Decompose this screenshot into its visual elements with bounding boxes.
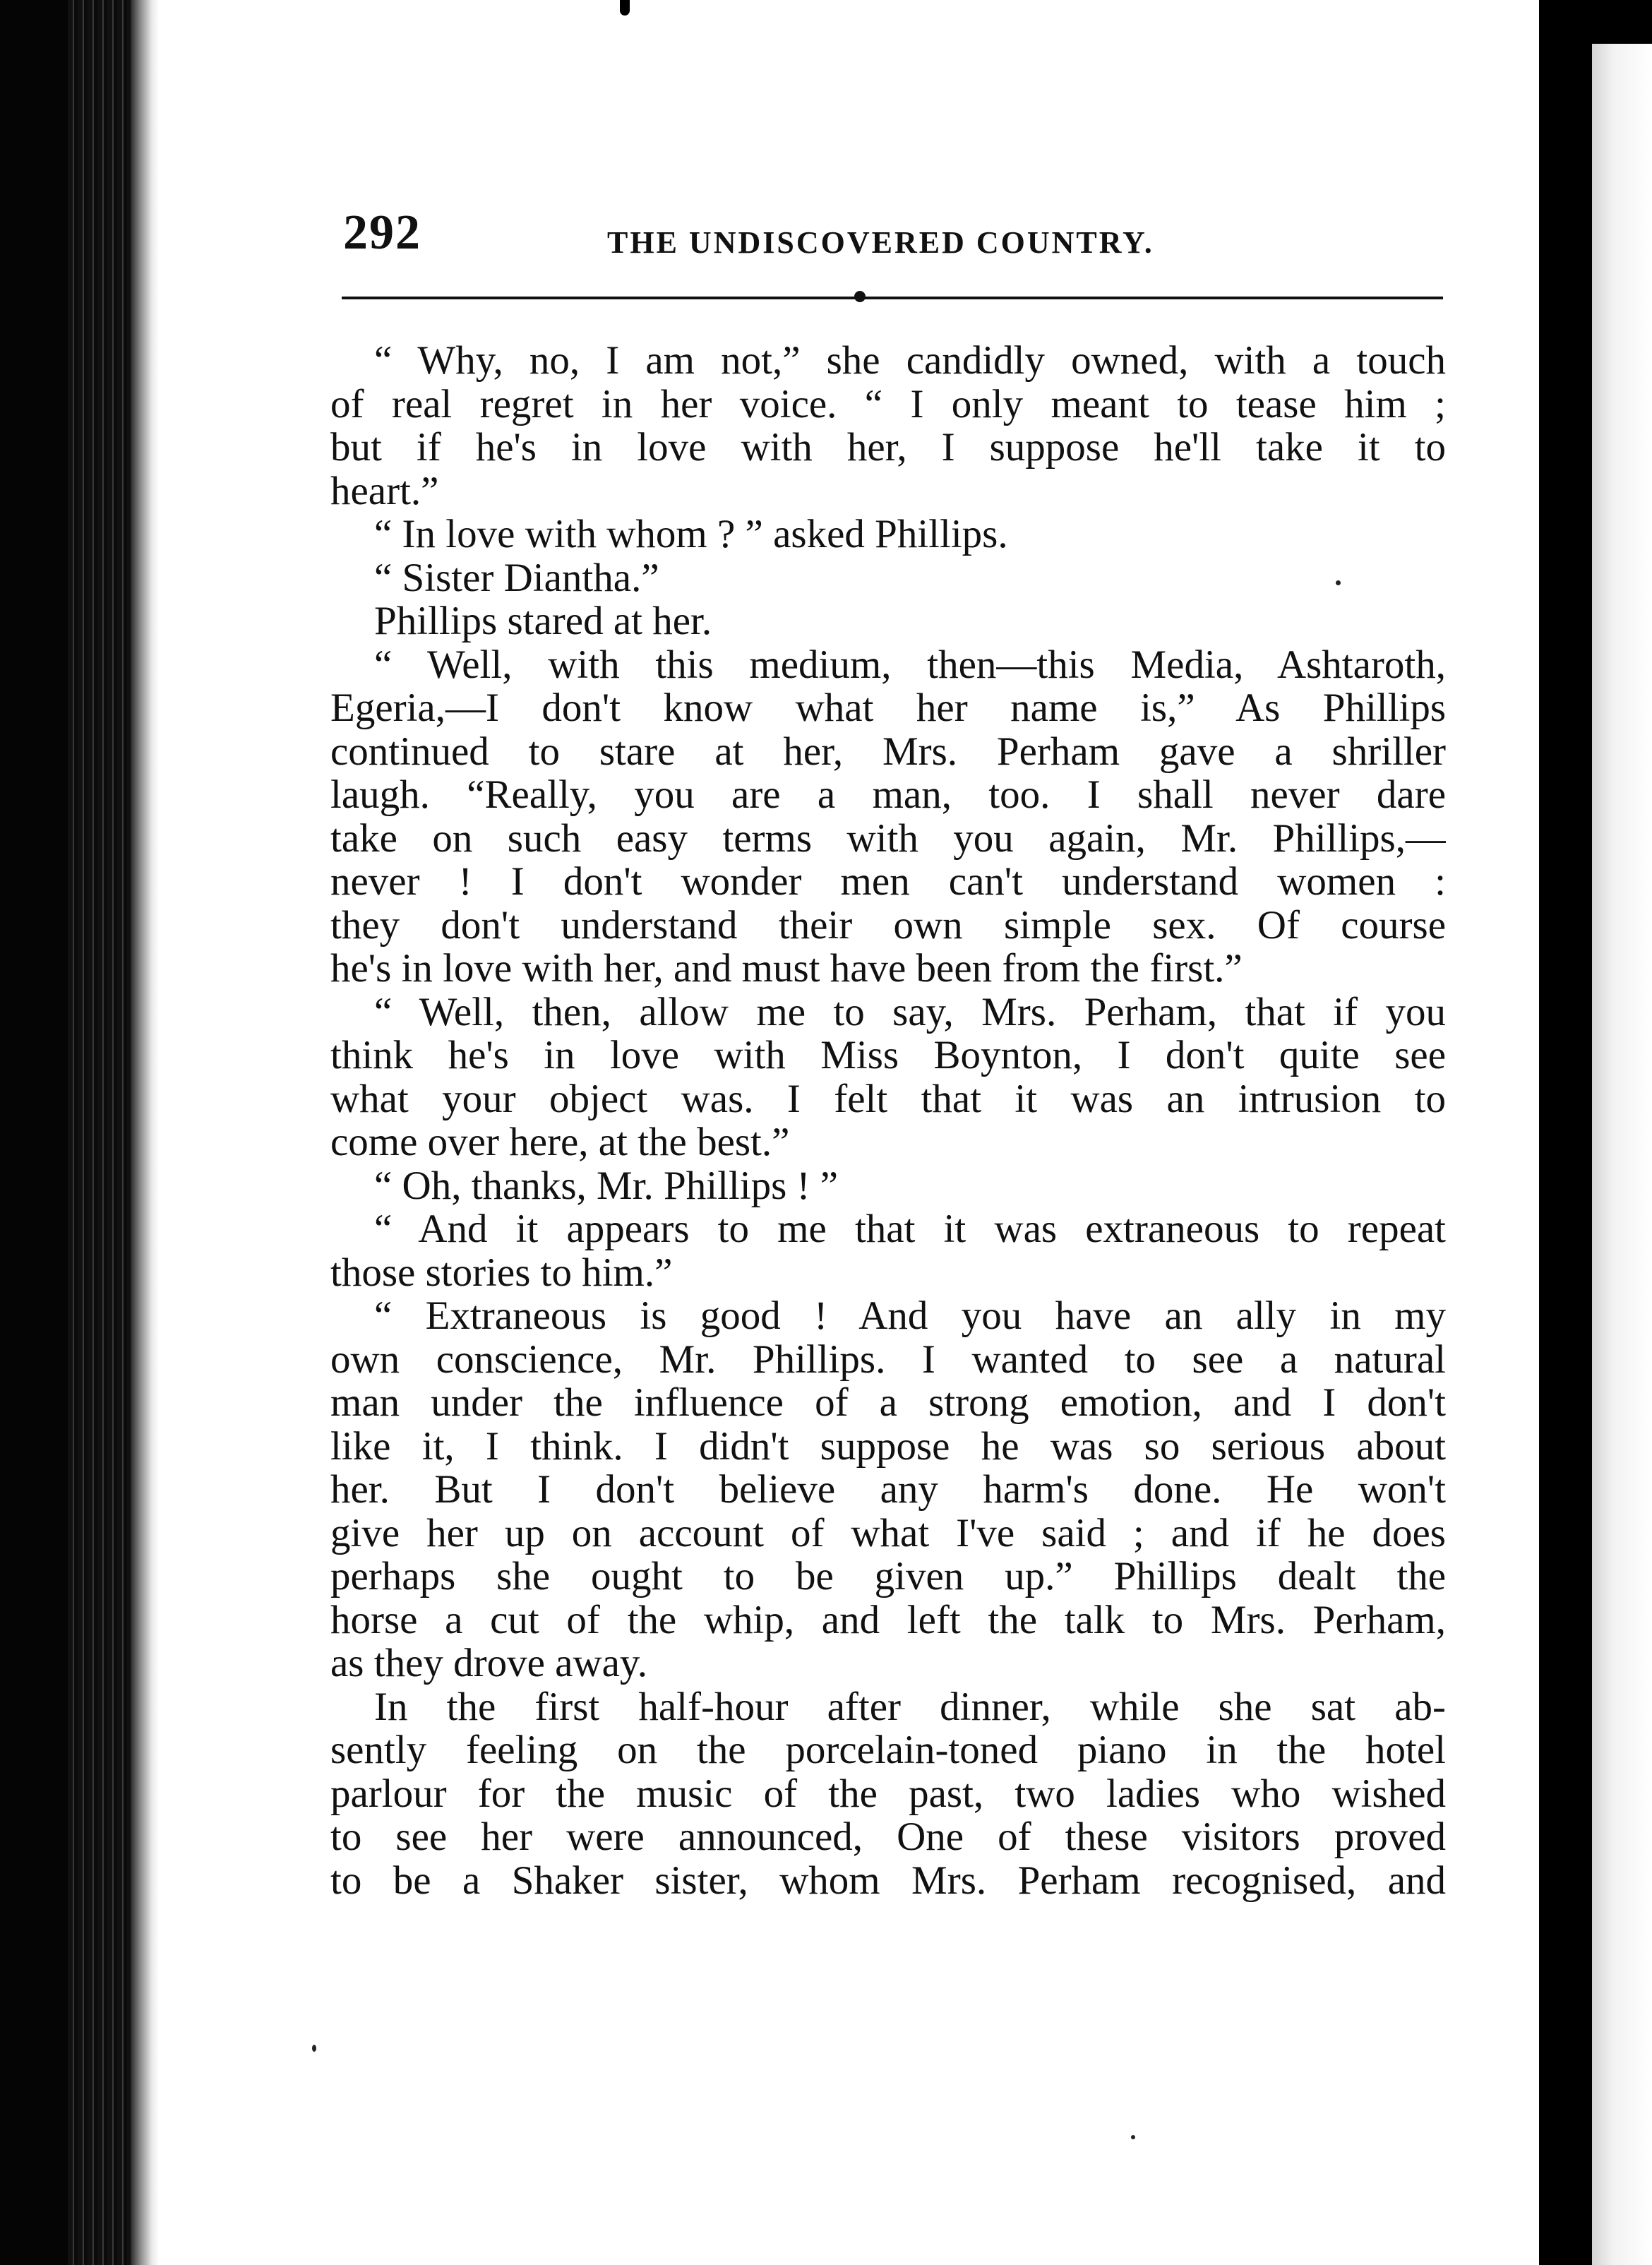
text-line: “ Extraneous is good ! And you have an ally in my xyxy=(374,1294,1446,1338)
header-rule xyxy=(342,297,1443,299)
page-gutter-shadow xyxy=(131,0,159,2265)
text-line: “ In love with whom ? ” asked Phillips. xyxy=(374,513,1008,556)
text-line: to see her were announced, One of these visitors proved xyxy=(330,1815,1446,1859)
body-text xyxy=(330,339,1446,1902)
text-line: perhaps she ought to be given up.” Phillips dealt the xyxy=(330,1555,1446,1598)
running-head: THE UNDISCOVERED COUNTRY. xyxy=(607,225,1154,260)
scan-speck xyxy=(312,2045,316,2052)
text-line: horse a cut of the whip, and left the talk to Mrs. Perham, xyxy=(330,1598,1446,1642)
text-line: parlour for the music of the past, two ladies who wished xyxy=(330,1771,1446,1815)
scan-speck xyxy=(1336,580,1341,585)
scan-mark xyxy=(620,0,630,16)
header-rule-ornament xyxy=(854,291,866,302)
text-line: never ! I don't wonder men can't understand women : xyxy=(330,860,1446,904)
text-line: give her up on account of what I've said ; and if he does xyxy=(330,1511,1446,1555)
text-line: of real regret in her voice. “ I only meant to tease him ; xyxy=(330,382,1446,426)
text-line: think he's in love with Miss Boynton, I don't quite see xyxy=(330,1034,1446,1077)
text-line: those stories to him.” xyxy=(330,1250,673,1294)
text-line: what your object was. I felt that it was an intrusion to xyxy=(330,1077,1446,1120)
text-line: to be a Shaker sister, whom Mrs. Perham recognised, and xyxy=(330,1858,1446,1902)
text-line: “ Sister Diantha.” xyxy=(374,556,659,599)
text-line: “ Well, with this medium, then—this Media, Ashtaroth, xyxy=(374,643,1446,686)
text-line: man under the influence of a strong emotion, and I don't xyxy=(330,1381,1446,1425)
text-line: but if he's in love with her, I suppose he'll take it to xyxy=(330,426,1446,470)
text-line: they don't understand their own simple sex. Of course xyxy=(330,903,1446,947)
page-stack-edges xyxy=(68,0,135,2265)
text-line: heart.” xyxy=(330,469,439,513)
text-line: “ And it appears to me that it was extraneous to repeat xyxy=(374,1207,1446,1251)
text-line: “ Why, no, I am not,” she candidly owned, with a touch xyxy=(374,339,1446,383)
text-line: Phillips stared at her. xyxy=(374,599,712,643)
text-line: he's in love with her, and must have been from the first.” xyxy=(330,947,1243,991)
scan-speck xyxy=(1131,2135,1135,2139)
text-line: Egeria,—I don't know what her name is,” As Phillips xyxy=(330,686,1446,730)
text-line: laugh. “Really, you are a man, too. I shall never dare xyxy=(330,773,1446,817)
text-line: sently feeling on the porcelain-toned piano in the hotel xyxy=(330,1728,1446,1772)
text-line: In the first half-hour after dinner, while she sat ab- xyxy=(374,1685,1446,1728)
text-line: her. But I don't believe any harm's done. He won't xyxy=(330,1468,1446,1512)
text-line: own conscience, Mr. Phillips. I wanted to see a natural xyxy=(330,1337,1446,1381)
text-line: come over here, at the best.” xyxy=(330,1120,790,1164)
text-line: “ Oh, thanks, Mr. Phillips ! ” xyxy=(374,1164,839,1207)
text-line: like it, I think. I didn't suppose he was so serious about xyxy=(330,1424,1446,1468)
facing-page-edge xyxy=(1592,44,1652,2265)
text-line: “ Well, then, allow me to say, Mrs. Perham, that if you xyxy=(374,990,1446,1034)
text-line: as they drove away. xyxy=(330,1642,647,1685)
text-line: continued to stare at her, Mrs. Perham gave a shriller xyxy=(330,729,1446,773)
text-line: take on such easy terms with you again, Mr. Phillips,— xyxy=(330,816,1446,860)
page-number: 292 xyxy=(343,205,421,260)
